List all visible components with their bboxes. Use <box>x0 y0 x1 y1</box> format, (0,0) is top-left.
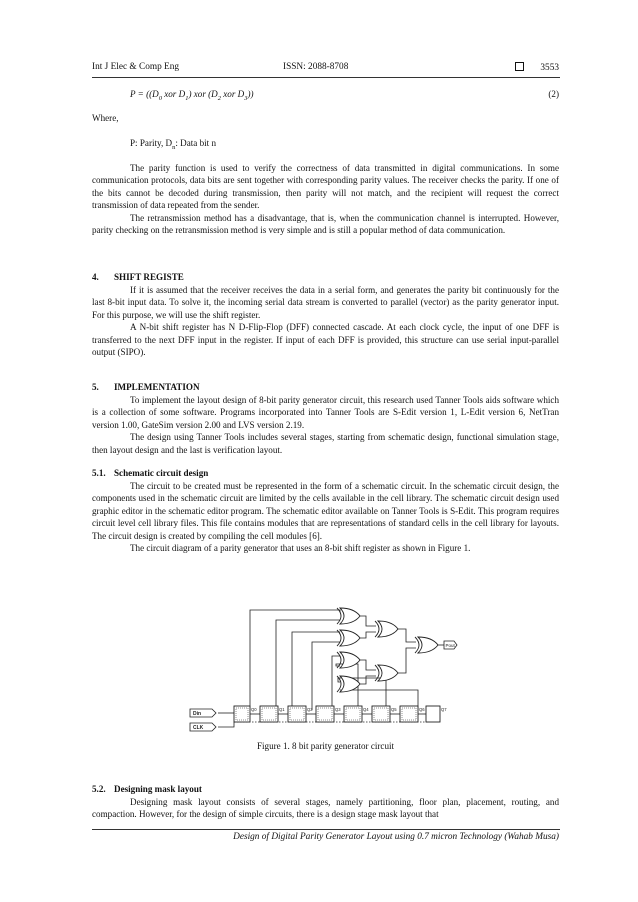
footer-rule <box>92 829 560 830</box>
ff-output-label: Q1 <box>279 707 285 712</box>
ff-output-label: Q0 <box>251 707 257 712</box>
section-heading-5-1: 5.1. Schematic circuit design <box>92 468 209 478</box>
paragraph: The circuit to be created must be represented in the form of a schematic circuit. In the schematic circuit design, the components used in the schematic circuit are limited by the cells available in the cell library. The schematic circuit design used graphic editor in the schematic editor program. The schematic editor available on Tanner Tools is S-Edit. This program requires circuit level cell library files. This file contains modules that are representations of standard cells in the cell library for layouts. The circuit design is created by compiling the cell modules [6]. <box>92 481 559 541</box>
ff-output-label: Q3 <box>335 707 341 712</box>
flip-flop <box>372 706 390 722</box>
wire <box>312 642 340 710</box>
running-footer: Design of Digital Parity Generator Layout using 0.7 micron Technology (Wahab Musa) <box>233 832 559 842</box>
paragraph: The design using Tanner Tools includes several stages, starting from schematic design, functional simulation stage, then layout design and the last is verification layout. <box>92 432 559 455</box>
parity-generator-circuit-figure <box>188 598 458 736</box>
clock-label: CLK <box>193 725 204 731</box>
section-heading-4: 4. SHIFT REGISTE <box>92 272 184 282</box>
flip-flop <box>426 706 440 722</box>
paragraph: The circuit diagram of a parity generator that uses an 8-bit shift register as shown in Figure 1. <box>130 543 471 554</box>
parity-definition: P: Parity, $D_n$: Data bit n <box>130 138 217 151</box>
body-block-2 <box>92 284 559 358</box>
section-heading-5: 5. IMPLEMENTATION <box>92 382 200 392</box>
paragraph: A N-bit shift register has N D-Flip-Flop (DFF) connected cascade. At each clock cycle, the input of one DFF is transferred to the next DFF input in the register. If input of each DFF is provided, this structure can use serial input-parallel output (SIPO). <box>92 322 559 358</box>
body-block-1 <box>92 162 559 236</box>
running-header <box>92 62 559 76</box>
wire <box>276 620 340 710</box>
where-label: Where, <box>92 113 119 123</box>
paragraph: The retransmission method has a disadvantage, that is, when the communication channel is interrupted. However, parity checking on the retransmission method is very simple and is still a popular method of data communication. <box>92 212 559 236</box>
flip-flop <box>288 706 306 722</box>
wire <box>250 610 340 710</box>
checkbox-icon <box>515 62 524 71</box>
xor-gate <box>375 665 398 681</box>
flip-flop <box>234 706 250 722</box>
equation-2: $P = ((D_0$ xor $D_1$) xor ($D_2$ xor $D_3$)) (2) <box>130 89 559 102</box>
journal-name: Int J Elec & Comp Eng <box>92 62 180 72</box>
wire <box>292 632 340 710</box>
body-block-5 <box>92 796 559 821</box>
issn: ISSN: 2088-8708 <box>283 62 349 72</box>
paragraph: To implement the layout design of 8-bit parity generator circuit, this research used Tanner Tools aids software which is a collection of some software. Programs incorporated into Tanner Tools are S-Edit version 1, L-Edit version 6, NetTran version 1.00, GateSim version 2.00 and LVS version 2.19. <box>92 395 559 430</box>
flip-flop <box>400 706 418 722</box>
ff-output-label: Q7 <box>441 707 447 712</box>
equation-number: (2) <box>548 89 559 99</box>
paragraph: The parity function is used to verify the correctness of data transmitted in digital communications. In some communication protocols, data bits are sent together with corresponding parity values. The receiver checks the parity. If one of the bits cannot be decoded during transmission, then parity will not match, and the recipient will request the correct transmission of data repeated from the sender. <box>92 163 559 211</box>
flip-flop <box>260 706 278 722</box>
flip-flop <box>316 706 334 722</box>
ff-output-label: Q4 <box>363 707 369 712</box>
page-number-group <box>515 62 559 73</box>
section-heading-5-2: 5.2. Designing mask layout <box>92 784 202 794</box>
input-label: Din <box>193 711 202 717</box>
xor-gate <box>337 608 360 624</box>
header-rule <box>92 77 560 78</box>
ff-output-label: Q2 <box>307 707 313 712</box>
output-label: Pout <box>445 643 455 648</box>
xor-gate <box>337 630 360 646</box>
paragraph: Designing mask layout consists of several stages, namely partitioning, floor plan, placement, routing, and compaction. However, for the design of simple circuits, there is a design stage mask layout that <box>92 797 559 820</box>
body-block-4 <box>92 480 559 554</box>
xor-gate <box>337 676 360 692</box>
paragraph: If it is assumed that the receiver receives the data in a serial form, and generates the parity bit continuously for the last 8-bit input data. To solve it, the incoming serial data stream is converted to parallel (vector) as the parity generator input. For this purpose, we will use the shift register. <box>92 285 559 320</box>
ff-output-label: Q6 <box>419 707 425 712</box>
flip-flop <box>344 706 362 722</box>
body-block-3 <box>92 394 559 456</box>
xor-gate <box>415 637 438 653</box>
figure-caption: Figure 1. 8 bit parity generator circuit <box>256 741 395 751</box>
ff-output-label: Q5 <box>391 707 397 712</box>
xor-gate <box>337 652 360 668</box>
xor-gate <box>375 621 398 637</box>
page-number: 3553 <box>540 63 559 73</box>
